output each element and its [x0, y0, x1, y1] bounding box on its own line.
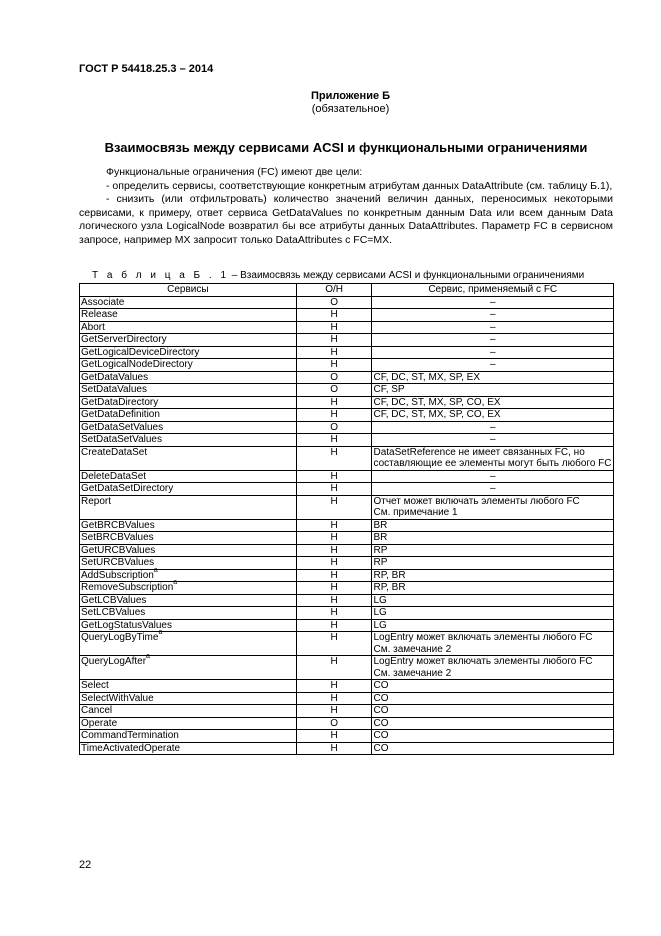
table-row [80, 519, 614, 532]
service-cell [80, 359, 297, 372]
fc-cell: BR [372, 532, 614, 545]
on-cell: Н [296, 632, 372, 656]
service-name: Select [81, 680, 109, 691]
table-header-row [80, 284, 614, 297]
fc-cell: LogEntry может включать элементы любого FC См. замечание 2 [372, 632, 614, 656]
on-cell: Н [296, 334, 372, 347]
service-name: GetDataValues [81, 371, 149, 383]
service-cell [80, 346, 297, 359]
fc-cell: – [372, 346, 614, 359]
service-cell [80, 321, 297, 334]
table-row [80, 594, 614, 607]
fc-cell: CF, DC, ST, MX, SP, CO, EX [372, 396, 614, 409]
table-row [80, 692, 614, 705]
service-cell [80, 421, 297, 434]
on-cell: О [296, 717, 372, 730]
table-caption-text: – Взаимосвязь между сервисами ACSI и функциональными ограничениями [229, 270, 585, 281]
on-cell: Н [296, 619, 372, 632]
fc-cell: CO [372, 680, 614, 693]
on-cell: Н [296, 705, 372, 718]
intro-paragraph: - снизить (или отфильтровать) количество значений величин данных, переносимых некоторыми сервисами, к примеру, ответ сервиса GetDataValues по конкретным данным Data или всем данным Data логического узла LogicalNode возвратил бы все атрибуты данных DataAttributes. Параметр FC в сервисном запросе, например MX запросит только DataAttributes с FC=MX. [79, 193, 613, 246]
service-name: GetDataSetValues [81, 421, 164, 433]
on-cell: Н [296, 446, 372, 470]
on-cell: Н [296, 544, 372, 557]
service-name: Report [81, 495, 112, 507]
table-row [80, 742, 614, 755]
service-cell [80, 470, 297, 483]
footnote-marker: a [158, 629, 163, 636]
table-row [80, 309, 614, 322]
on-cell: Н [296, 346, 372, 359]
fc-cell: RP [372, 544, 614, 557]
service-name: SetDataSetValues [81, 434, 162, 445]
service-cell [80, 742, 297, 755]
service-name: AddSubscription [81, 569, 154, 581]
table-row [80, 705, 614, 718]
service-name: TimeActivatedOperate [81, 742, 181, 754]
column-header-services: Сервисы [80, 284, 297, 297]
service-name: SetLCBValues [81, 607, 146, 618]
on-cell: Н [296, 409, 372, 422]
fc-cell: – [372, 309, 614, 322]
fc-cell: LG [372, 594, 614, 607]
service-cell [80, 434, 297, 447]
service-cell [80, 409, 297, 422]
on-cell: Н [296, 483, 372, 496]
service-name: CreateDataSet [81, 446, 148, 458]
fc-cell: RP [372, 557, 614, 570]
fc-cell: CF, DC, ST, MX, SP, EX [372, 371, 614, 384]
table-row [80, 384, 614, 397]
table-row [80, 483, 614, 496]
table-row [80, 730, 614, 743]
on-cell: О [296, 371, 372, 384]
on-cell: Н [296, 470, 372, 483]
services-fc-table [79, 283, 614, 755]
fc-cell: – [372, 359, 614, 372]
fc-cell: – [372, 296, 614, 309]
service-name: GetLogicalNodeDirectory [81, 359, 193, 370]
table-row [80, 359, 614, 372]
fc-cell: CF, SP [372, 384, 614, 397]
service-cell [80, 334, 297, 347]
on-cell: Н [296, 680, 372, 693]
on-cell: Н [296, 569, 372, 582]
service-cell [80, 544, 297, 557]
fc-cell: – [372, 334, 614, 347]
service-cell [80, 483, 297, 496]
on-cell: Н [296, 309, 372, 322]
on-cell: Н [296, 396, 372, 409]
service-cell [80, 717, 297, 730]
service-name: GetLogStatusValues [81, 619, 172, 631]
table-row [80, 632, 614, 656]
service-cell [80, 680, 297, 693]
table-row [80, 717, 614, 730]
service-name: SetBRCBValues [81, 532, 154, 543]
table-caption-label: Т а б л и ц а Б . 1 [92, 270, 230, 281]
table-row [80, 409, 614, 422]
intro-text [79, 166, 613, 248]
on-cell: О [296, 421, 372, 434]
service-name: Operate [81, 717, 118, 729]
service-name: Associate [81, 296, 125, 308]
on-cell: Н [296, 656, 372, 680]
fc-cell: – [372, 470, 614, 483]
table-body [80, 296, 614, 755]
on-cell: Н [296, 519, 372, 532]
table-caption [92, 270, 584, 281]
service-cell [80, 495, 297, 519]
fc-cell: – [372, 434, 614, 447]
table-row [80, 296, 614, 309]
service-name: Release [81, 309, 118, 320]
on-cell: Н [296, 607, 372, 620]
table-row [80, 346, 614, 359]
service-cell [80, 557, 297, 570]
service-cell [80, 384, 297, 397]
page-number: 22 [79, 859, 92, 871]
service-name: GetDataDirectory [81, 396, 159, 408]
document-header: ГОСТ Р 54418.25.3 – 2014 [79, 63, 214, 75]
fc-cell: CO [372, 742, 614, 755]
fc-cell: RP, BR [372, 582, 614, 595]
intro-paragraph: Функциональные ограничения (FC) имеют две цели: [106, 166, 363, 178]
service-name: Cancel [81, 705, 113, 716]
fc-cell: LG [372, 619, 614, 632]
service-name: GetLCBValues [81, 594, 147, 606]
service-cell [80, 532, 297, 545]
service-cell [80, 296, 297, 309]
fc-cell: LogEntry может включать элементы любого FC См. замечание 2 [372, 656, 614, 680]
table-row [80, 321, 614, 334]
service-cell [80, 629, 297, 656]
service-cell [80, 579, 297, 595]
service-name: Abort [81, 321, 105, 333]
table-row [80, 680, 614, 693]
service-name: SetURCBValues [81, 557, 155, 568]
fc-cell: – [372, 321, 614, 334]
service-cell [80, 607, 297, 620]
service-name: GetDataDefinition [81, 409, 160, 420]
on-cell: Н [296, 321, 372, 334]
service-cell [80, 619, 297, 632]
footnote-marker: a [153, 566, 158, 574]
on-cell: Н [296, 532, 372, 545]
service-name: QueryLogAfter [81, 656, 147, 667]
on-cell: Н [296, 594, 372, 607]
table-row [80, 582, 614, 595]
footnote-marker: a [146, 653, 150, 660]
table-row [80, 495, 614, 519]
on-cell: О [296, 384, 372, 397]
fc-cell: Отчет может включать элементы любого FC См. примечание 1 [372, 495, 614, 519]
table-row [80, 446, 614, 470]
fc-cell: DataSetReference не имеет связанных FC, но составляющие ее элементы могут быть любого FC [373, 446, 612, 469]
on-cell: Н [296, 582, 372, 595]
table-row [80, 569, 614, 582]
fc-cell: CF, DC, ST, MX, SP, CO, EX [372, 409, 614, 422]
table-row [80, 371, 614, 384]
on-cell: Н [296, 359, 372, 372]
fc-cell: BR [372, 519, 614, 532]
service-cell [80, 653, 297, 680]
service-cell [80, 396, 297, 409]
column-header-fc: Сервис, применяемый с FC [372, 284, 614, 297]
section-title: Взаимосвязь между сервисами ACSI и функциональными ограничениями [104, 140, 588, 155]
table-row [80, 434, 614, 447]
service-cell [80, 446, 297, 470]
service-cell [80, 519, 297, 532]
fc-cell: LG [372, 607, 614, 620]
service-name: GetURCBValues [81, 544, 156, 556]
table-row [80, 532, 614, 545]
on-cell: О [296, 296, 372, 309]
table-row [80, 607, 614, 620]
service-name: RemoveSubscription [81, 582, 174, 593]
service-name: GetServerDirectory [81, 334, 167, 345]
on-cell: Н [296, 557, 372, 570]
service-cell [80, 705, 297, 718]
service-name: QueryLogByTime [81, 632, 159, 643]
on-cell: Н [296, 742, 372, 755]
annex-status: (обязательное) [311, 103, 390, 115]
service-name: CommandTermination [81, 730, 179, 741]
on-cell: Н [296, 730, 372, 743]
fc-cell: – [372, 483, 614, 496]
service-cell [80, 309, 297, 322]
table-row [80, 557, 614, 570]
table-row [80, 544, 614, 557]
on-cell: Н [296, 692, 372, 705]
on-cell: Н [296, 495, 372, 519]
service-name: SelectWithValue [81, 692, 154, 704]
footnote-marker: a [173, 579, 178, 586]
service-cell [80, 371, 297, 384]
annex-heading [0, 90, 661, 116]
service-cell [80, 594, 297, 607]
fc-cell: – [372, 421, 614, 434]
fc-cell: CO [372, 730, 614, 743]
fc-cell: CO [372, 705, 614, 718]
on-cell: Н [296, 434, 372, 447]
table-row [80, 470, 614, 483]
fc-cell: CO [372, 717, 614, 730]
table-row [80, 656, 614, 680]
fc-cell: RP, BR [372, 569, 614, 582]
table-row [80, 396, 614, 409]
annex-title: Приложение Б [310, 90, 391, 102]
service-name: SetDataValues [81, 384, 147, 395]
service-name: DeleteDataSet [81, 470, 147, 482]
fc-cell: CO [372, 692, 614, 705]
intro-paragraph: - определить сервисы, соответствующие конкретным атрибутам данных DataAttribute (см. таблицу Б.1), [106, 179, 613, 192]
service-name: GetBRCBValues [81, 519, 155, 531]
table-row [80, 421, 614, 434]
service-name: GetLogicalDeviceDirectory [81, 346, 200, 358]
column-header-on: О/Н [296, 284, 372, 297]
service-name: GetDataSetDirectory [81, 483, 174, 494]
service-cell [80, 692, 297, 705]
table-row [80, 334, 614, 347]
service-cell [80, 730, 297, 743]
service-cell [80, 566, 297, 582]
